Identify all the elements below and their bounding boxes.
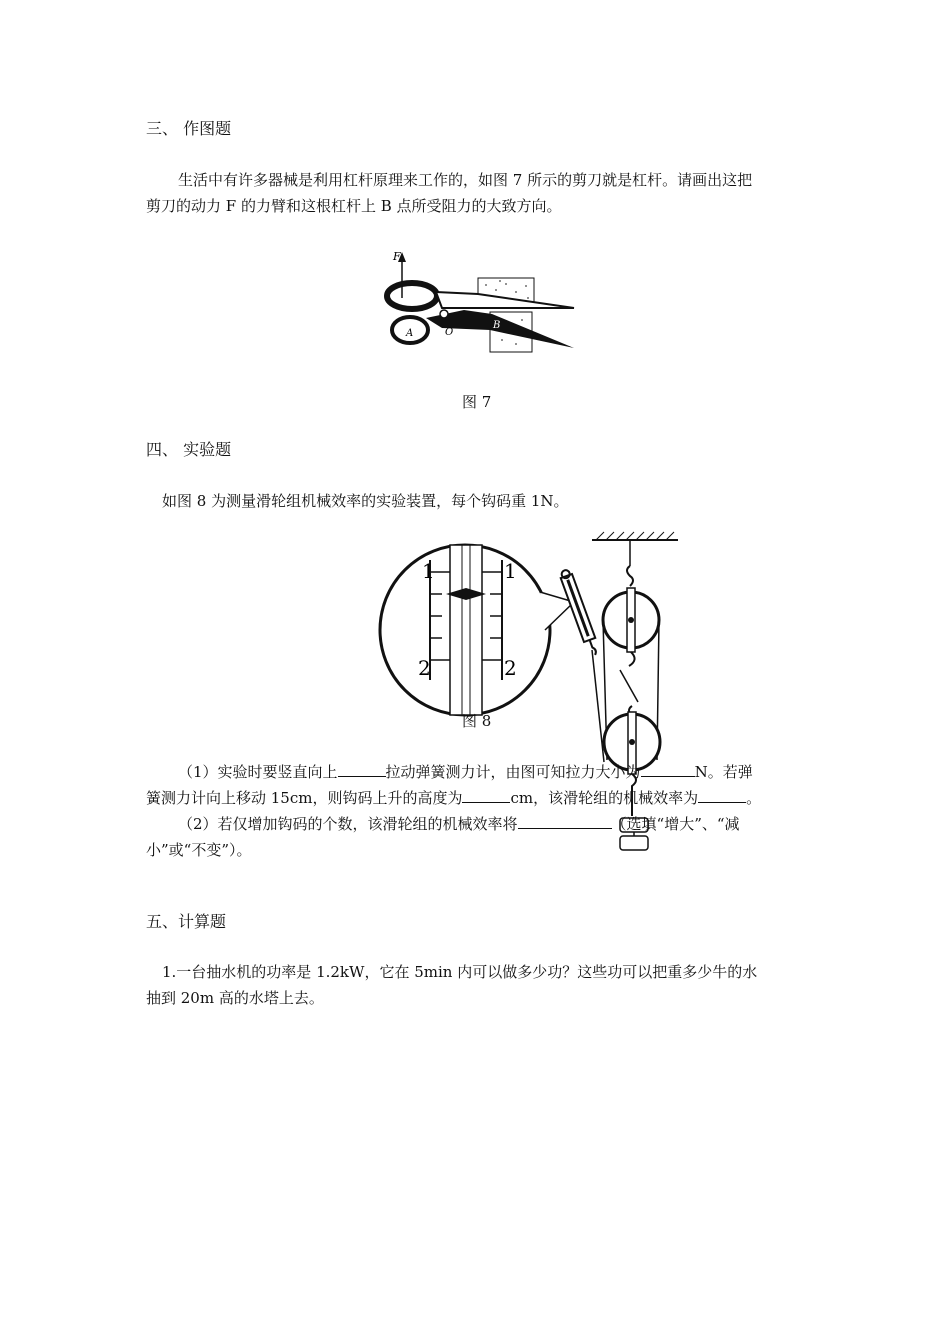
- q1-text-c: N。若弹: [694, 763, 753, 781]
- q2-text-a: （2）若仅增加钩码的个数，该滑轮组的机械效率将: [178, 815, 518, 833]
- section-4-intro: 如图 8 为测量滑轮组机械效率的实验装置，每个钩码重 1N。: [162, 492, 569, 510]
- q1-text-b: 拉动弹簧测力计，由图可知拉力大小为: [385, 763, 641, 781]
- section-5-question-line-2: 抽到 20m 高的水塔上去。: [146, 989, 324, 1007]
- section-3-paragraph-line-2: 剪刀的动力 F 的力臂和这根杠杆上 B 点所受阻力的大致方向。: [146, 197, 562, 215]
- label-O: O: [445, 327, 454, 338]
- q1-blank-force[interactable]: [641, 760, 695, 777]
- q1-text-e: cm，该滑轮组的机械效率为: [510, 789, 699, 807]
- scale-label-1-left: 1: [422, 559, 435, 583]
- section-3-title: 三、 作图题: [146, 119, 232, 138]
- label-B: B: [493, 320, 501, 331]
- figure-8-caption: 图 8: [462, 712, 492, 730]
- figure-7-scissors: [380, 248, 580, 354]
- q1-blank-direction[interactable]: [338, 760, 386, 777]
- label-F: F: [393, 250, 401, 263]
- q1-text-d: 簧测力计向上移动 15cm，则钩码上升的高度为: [146, 789, 463, 807]
- question-2-line-1: [178, 811, 740, 837]
- scale-label-2-left: 2: [418, 656, 431, 680]
- scale-label-1-right: 1: [504, 559, 517, 583]
- q2-text-b: （选填“增大”、“减: [611, 815, 740, 833]
- section-5-title: 五、计算题: [146, 912, 227, 931]
- scale-label-2-right: 2: [504, 656, 517, 680]
- q1-blank-efficiency[interactable]: [698, 786, 746, 803]
- section-4-title: 四、 实验题: [146, 440, 232, 459]
- section-5-question-line-1: 1.一台抽水机的功率是 1.2kW，它在 5min 内可以做多少功？这些功可以把重多少牛的水: [162, 963, 758, 981]
- q1-text-a: （1）实验时要竖直向上: [178, 763, 338, 781]
- figure-7-caption: 图 7: [462, 393, 492, 411]
- q1-text-f: 。: [746, 789, 762, 807]
- question-1-line-2: [146, 785, 761, 811]
- section-3-paragraph-line-1: 生活中有许多器械是利用杠杆原理来工作的，如图 7 所示的剪刀就是杠杆。请画出这把: [178, 171, 753, 189]
- question-1-line-1: [178, 759, 753, 785]
- q1-blank-height[interactable]: [462, 786, 510, 803]
- question-2-line-2: 小”或“不变”）。: [146, 841, 252, 859]
- q2-blank-change[interactable]: [518, 812, 612, 829]
- label-A: A: [406, 328, 414, 339]
